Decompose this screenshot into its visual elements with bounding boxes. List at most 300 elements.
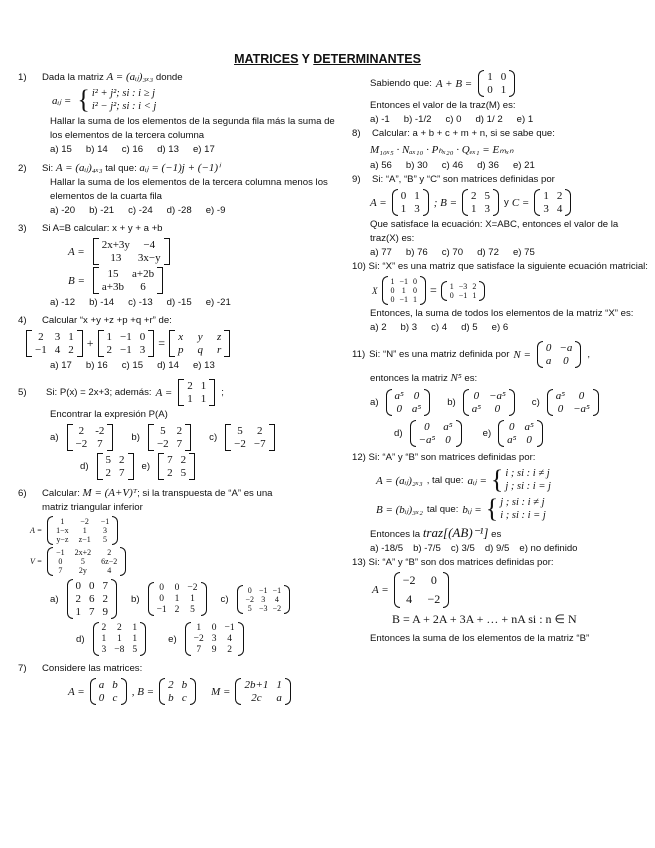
- q6-option-e-label: e): [168, 633, 177, 645]
- matrix-entry: 7: [176, 438, 183, 450]
- q2-def: A = (aᵢⱼ)₄ₓ₃: [55, 162, 103, 174]
- q3-b-label: B =: [68, 274, 85, 287]
- q2-option-e: e) -9: [205, 205, 226, 216]
- matrix-entry: −1: [399, 277, 409, 286]
- q10-equals: =: [430, 283, 437, 297]
- q4-equals: =: [158, 336, 165, 350]
- matrix-entry: 0: [75, 580, 82, 592]
- matrix-entry: 2x+2: [74, 548, 92, 557]
- matrix-entry: 1: [390, 277, 395, 286]
- question-7-continued: [352, 70, 648, 127]
- q7-number: 7): [18, 663, 27, 674]
- matrix-entry: 2y: [78, 566, 87, 575]
- q8-option-e: e) 21: [512, 160, 535, 171]
- q2-option-a: a) -20: [50, 205, 76, 216]
- question-12: [352, 451, 648, 556]
- q11-matrix-n: [537, 341, 581, 368]
- q7-matrix-a: [90, 678, 127, 705]
- matrix-entry: 3: [484, 203, 491, 215]
- q9-option-d: d) 72: [477, 247, 499, 258]
- matrix-entry: −8: [114, 645, 125, 655]
- matrix-entry: a⁵: [411, 403, 422, 415]
- q10-option-c: c) 4: [431, 322, 448, 333]
- matrix-entry: 2: [102, 593, 109, 605]
- q5-option-d-label: d): [80, 461, 89, 472]
- q5-number: 5): [18, 387, 27, 398]
- q4-option-c: c) 15: [121, 360, 144, 371]
- q12-a-tq: , tal que:: [426, 474, 464, 486]
- q8-number: 8): [352, 128, 361, 139]
- matrix-entry: 7: [102, 580, 109, 592]
- q11-intro: Si: “N” es una matriz definida por: [369, 349, 510, 360]
- matrix-entry: 1: [449, 281, 454, 291]
- q6-a-label: A =: [30, 526, 43, 535]
- q6-text1: ; si la transpuesta de “A” es una: [137, 488, 273, 499]
- matrix-entry: −2: [80, 517, 89, 526]
- matrix-entry: 1: [543, 190, 549, 202]
- q5-option-a-matrix: [67, 424, 114, 451]
- matrix-entry: 1: [400, 203, 407, 215]
- q9-options: [352, 246, 648, 260]
- matrix-entry: −2: [156, 438, 169, 450]
- question-1: [18, 70, 336, 157]
- q12-number: 12): [352, 452, 366, 463]
- matrix-entry: 1: [75, 606, 82, 618]
- q10-option-b: b) 3: [400, 322, 418, 333]
- piecewise-case: j ; si : i ≠ j: [500, 497, 545, 508]
- matrix-entry: a⁵: [443, 421, 453, 433]
- q11-option-d-label: d): [394, 428, 403, 439]
- q10-options: [352, 321, 648, 335]
- matrix-entry: 1: [413, 295, 418, 304]
- matrix-entry: 0: [413, 390, 420, 402]
- matrix-entry: 5: [237, 425, 243, 437]
- matrix-entry: 1: [101, 634, 107, 644]
- matrix-entry: −2: [245, 594, 255, 604]
- q3-matrix-a: [93, 238, 170, 265]
- q11-ask: entonces la matriz: [370, 373, 448, 384]
- matrix-entry: 1: [472, 290, 477, 300]
- q10-number: 10): [352, 261, 366, 272]
- q10-matrix-2: [441, 281, 486, 301]
- matrix-entry: 0: [390, 286, 395, 295]
- q1-option-d: d) 13: [157, 144, 179, 155]
- q2-option-d: d) -28: [166, 205, 192, 216]
- q4-matrix-2: [98, 330, 155, 357]
- matrix-entry: 0: [247, 585, 252, 595]
- q9-number: 9): [352, 174, 361, 185]
- matrix-entry: −1: [35, 344, 47, 356]
- q11-option-b-matrix: [463, 389, 515, 416]
- piecewise-case: j ; si : i = j: [505, 481, 551, 492]
- q11-option-a-label: a): [370, 397, 379, 408]
- matrix-entry: 3: [543, 203, 549, 215]
- q5-a-label: A =: [155, 386, 173, 399]
- q7-option-a: a) -1: [370, 114, 390, 125]
- matrix-entry: −2: [402, 573, 416, 587]
- q7-option-e: e) 1: [516, 114, 534, 125]
- matrix-entry: c: [181, 692, 187, 704]
- matrix-entry: 0: [526, 434, 532, 446]
- matrix-entry: 5: [484, 190, 491, 202]
- matrix-entry: 15: [107, 268, 119, 280]
- matrix-entry: 0: [413, 277, 418, 286]
- matrix-entry: −a⁵: [489, 390, 506, 402]
- matrix-entry: 6: [140, 281, 146, 293]
- matrix-entry: −2: [187, 583, 198, 593]
- matrix-entry: q: [197, 344, 203, 356]
- matrix-entry: 2b+1: [244, 679, 269, 691]
- matrix-entry: 7: [167, 454, 173, 466]
- q9-matrix-c: [534, 189, 571, 216]
- matrix-entry: 0: [578, 390, 585, 402]
- matrix-entry: −1: [100, 517, 110, 526]
- matrix-entry: 2: [75, 593, 82, 605]
- question-7: [18, 662, 336, 705]
- matrix-entry: 6: [89, 593, 95, 605]
- q12-b-piecewise: { j ; si : i ≠ j i ; si : i = j: [485, 494, 546, 523]
- q4-option-e: e) 13: [192, 360, 215, 371]
- q3-option-e: e) -21: [205, 297, 231, 308]
- matrix-entry: 5: [160, 425, 166, 437]
- q3-options: [18, 296, 336, 310]
- matrix-entry: 4: [54, 344, 61, 356]
- matrix-entry: 3: [102, 526, 107, 535]
- q11-option-e-label: e): [482, 428, 492, 439]
- matrix-entry: 0: [396, 403, 402, 415]
- q4-intro: Calcular “x +y +z +p +q +r” de:: [42, 315, 172, 326]
- piecewise-case: i ; si : i ≠ j: [505, 468, 550, 479]
- title-part1: MATRICES: [234, 52, 299, 66]
- q11-pow: N⁵: [450, 372, 462, 384]
- matrix-entry: 1: [174, 594, 180, 604]
- matrix-entry: −1: [56, 548, 65, 557]
- matrix-entry: 1: [60, 517, 65, 526]
- matrix-entry: 4: [406, 592, 413, 606]
- matrix-entry: 2: [168, 679, 174, 691]
- matrix-entry: −1: [272, 585, 282, 595]
- q10-text: Entonces, la suma de todos los elementos de la matriz “X” es:: [370, 308, 634, 319]
- q2-mid: tal que:: [105, 163, 137, 174]
- question-11: [352, 341, 648, 447]
- matrix-entry: 4: [556, 203, 563, 215]
- matrix-entry: 0: [159, 583, 164, 593]
- matrix-entry: 0: [159, 594, 164, 604]
- matrix-entry: −a: [559, 342, 573, 354]
- matrix-entry: 1: [68, 331, 74, 343]
- matrix-entry: 0: [390, 295, 395, 304]
- q9-intro: Si: “A”, “B” y “C” son matrices definidas por: [372, 174, 555, 185]
- question-13: [352, 556, 648, 646]
- q7-matrix-m: [235, 678, 290, 705]
- matrix-entry: −2: [193, 634, 204, 644]
- matrix-entry: −1: [458, 290, 468, 300]
- matrix-entry: 3: [54, 331, 61, 343]
- q6-option-d-label: d): [76, 633, 85, 645]
- q8-options: [352, 159, 648, 173]
- matrix-entry: 2: [180, 454, 187, 466]
- q7-option-b: b) -1/2: [403, 114, 432, 125]
- q9-c-label: C =: [511, 196, 530, 209]
- q8-expr: M₁₀ₓ₅ · Nₐₓ₁₀ · Pₕₓ₂₀ · Qₑₓ₁ = Eₘₓₙ: [370, 144, 514, 156]
- q7b-text: Sabiendo que:: [370, 78, 432, 89]
- matrix-entry: a: [98, 679, 105, 691]
- q11-n-label: N =: [513, 348, 531, 361]
- q12-b-def: B = (bᵢⱼ)₃ₓ₂: [376, 503, 423, 516]
- matrix-entry: 2: [119, 454, 125, 466]
- q6-option-d-matrix: [93, 622, 147, 656]
- matrix-entry: 1: [414, 190, 420, 202]
- q1-case1: i² + j²; si : i ≥ j: [91, 88, 156, 99]
- matrix-entry: −1: [120, 331, 132, 343]
- matrix-entry: 0: [500, 71, 507, 83]
- matrix-entry: 0: [445, 434, 451, 446]
- q1-intro: Dada la matriz: [42, 72, 104, 83]
- q11-option-a-matrix: [386, 389, 431, 416]
- title-part2: DETERMINANTES: [313, 52, 421, 66]
- matrix-entry: 9: [102, 606, 109, 618]
- q8-option-a: a) 56: [370, 160, 392, 171]
- matrix-entry: y: [197, 331, 203, 343]
- matrix-entry: −a⁵: [418, 434, 436, 446]
- matrix-entry: 7: [196, 645, 202, 655]
- q6-v-label: V =: [30, 557, 43, 566]
- q12-ask2: es: [491, 529, 502, 540]
- matrix-entry: −2: [75, 438, 88, 450]
- q5-option-d-matrix: [97, 453, 134, 480]
- matrix-entry: b: [168, 692, 174, 704]
- q3-option-b: b) -14: [89, 297, 115, 308]
- matrix-entry: 3: [211, 634, 217, 644]
- q3-matrix-b: [93, 267, 163, 294]
- q9-matrix-b: [462, 189, 499, 216]
- matrix-entry: -2: [95, 425, 105, 437]
- matrix-entry: 2: [107, 548, 112, 557]
- q7-option-d: d) 1/ 2: [475, 114, 503, 125]
- q11-option-e-matrix: [498, 420, 543, 447]
- q9-a-label: A =: [370, 196, 387, 209]
- matrix-entry: −1: [120, 344, 132, 356]
- matrix-entry: 3: [139, 344, 146, 356]
- q12-a-def: A = (aᵢⱼ)₂ₓ₃: [376, 474, 423, 487]
- q12-option-d: d) 9/5: [484, 543, 510, 554]
- q10-intro: Si: “X” es una matriz que satisface la siguiente ecuación matricial:: [368, 261, 648, 272]
- matrix-entry: −1: [156, 605, 167, 615]
- matrix-entry: 7: [119, 467, 125, 479]
- matrix-entry: 0: [424, 421, 430, 433]
- matrix-entry: −3: [458, 281, 468, 291]
- q1-lhs: aᵢⱼ =: [52, 94, 72, 107]
- matrix-entry: a⁵: [524, 421, 534, 433]
- matrix-entry: 0: [494, 403, 501, 415]
- q1-piecewise: { i² + j²; si : i ≥ j i² − j²; si : i < j: [77, 85, 157, 114]
- matrix-entry: a+2b: [132, 268, 155, 280]
- matrix-entry: 5: [190, 605, 195, 615]
- q8-intro: Calcular: a + b + c + m + n, si se sabe que:: [372, 128, 555, 139]
- q6-number: 6): [18, 488, 27, 499]
- matrix-entry: r: [217, 344, 222, 356]
- matrix-entry: a+3b: [101, 281, 124, 293]
- matrix-entry: 2: [68, 344, 74, 356]
- question-10: [352, 260, 648, 335]
- q1-def: A = (aᵢⱼ)₃ₓ₃: [106, 71, 154, 83]
- matrix-entry: 2: [471, 190, 477, 202]
- matrix-entry: a⁵: [394, 390, 404, 402]
- q4-matrix-3: [169, 330, 230, 357]
- q4-option-a: a) 17: [50, 360, 72, 371]
- matrix-entry: a⁵: [507, 434, 517, 446]
- q12-option-b: b) -7/5: [413, 543, 441, 554]
- matrix-entry: 0: [509, 421, 515, 433]
- matrix-entry: 2: [106, 344, 112, 356]
- q2-intro: Si:: [42, 163, 54, 174]
- matrix-entry: −1: [399, 295, 409, 304]
- q3-option-c: c) -13: [128, 297, 153, 308]
- q5-semicolon: ;: [221, 387, 224, 398]
- q9-y: y: [504, 197, 509, 208]
- matrix-entry: 4: [107, 566, 112, 575]
- matrix-entry: y−z: [56, 535, 69, 544]
- question-3: [18, 222, 336, 310]
- question-9: [352, 173, 648, 260]
- matrix-entry: 2: [78, 425, 85, 437]
- question-2: [18, 161, 336, 218]
- q1-option-c: c) 16: [121, 144, 144, 155]
- matrix-entry: 1: [190, 594, 195, 604]
- matrix-entry: 2: [257, 425, 263, 437]
- q13-number: 13): [352, 557, 366, 568]
- matrix-entry: 2x+3y: [101, 239, 130, 251]
- q5-text: Encontrar la expresión P(A): [50, 409, 168, 420]
- q11-option-b-label: b): [447, 397, 456, 408]
- matrix-entry: 0: [98, 692, 105, 704]
- matrix-entry: 1: [196, 623, 202, 633]
- matrix-entry: 9: [211, 645, 217, 655]
- q7-option-c: c) 0: [445, 114, 462, 125]
- q6-matrix-a: [47, 516, 118, 545]
- matrix-entry: 0: [139, 331, 146, 343]
- matrix-entry: 2: [556, 190, 563, 202]
- q5-matrix-a: [178, 379, 215, 406]
- q6-text2: matriz triangular inferior: [42, 502, 143, 513]
- q12-a-lhs: aᵢⱼ =: [467, 474, 487, 487]
- matrix-entry: 0: [473, 390, 480, 402]
- q8-option-d: d) 36: [477, 160, 499, 171]
- matrix-entry: a⁵: [555, 390, 566, 402]
- q4-options: [18, 359, 336, 373]
- matrix-entry: 6z−2: [101, 557, 118, 566]
- q7-a-label: A =: [68, 685, 85, 698]
- matrix-entry: 0: [563, 355, 569, 367]
- matrix-entry: 1: [401, 286, 406, 295]
- matrix-entry: −4: [143, 239, 156, 251]
- q6-expr: M = (A+V)ᵀ: [82, 487, 138, 499]
- question-8: [352, 127, 648, 173]
- matrix-entry: 1: [471, 203, 477, 215]
- q11-ask2: es:: [464, 373, 478, 384]
- q10-option-d: d) 5: [461, 322, 478, 333]
- matrix-entry: 5: [247, 603, 252, 613]
- q7-intro: Considere las matrices:: [42, 663, 143, 674]
- matrix-entry: 0: [174, 583, 180, 593]
- matrix-entry: 3: [101, 645, 107, 655]
- q5-option-a-label: a): [50, 432, 59, 443]
- matrix-entry: 0: [58, 557, 63, 566]
- q9-b-label: ; B =: [433, 196, 458, 209]
- q1-option-a: a) 15: [50, 144, 72, 155]
- q6-option-a-label: a): [50, 593, 59, 605]
- left-column: [18, 70, 336, 705]
- matrix-entry: 1: [187, 393, 193, 405]
- q3-a-label: A =: [68, 245, 85, 258]
- q5-option-c-matrix: [225, 424, 274, 451]
- q10-x-label: X: [372, 285, 378, 296]
- matrix-entry: 2: [174, 605, 180, 615]
- matrix-entry: −1: [224, 623, 235, 633]
- q5-option-e-matrix: [158, 453, 195, 480]
- q7-matrix-b: [159, 678, 196, 705]
- q13-text: Entonces la suma de los elementos de la matriz “B”: [370, 633, 590, 644]
- q4-option-d: d) 14: [157, 360, 179, 371]
- q13-intro: Si: “A” y “B” son dos matrices definidas por:: [368, 557, 554, 568]
- matrix-entry: 2: [105, 467, 112, 479]
- matrix-entry: −2: [427, 592, 441, 606]
- matrix-entry: −3: [259, 603, 268, 613]
- q8-option-b: b) 30: [405, 160, 428, 171]
- q9-text: Que satisface la ecuación: X=ABC, entonces el valor de la traz(X) es:: [370, 219, 619, 244]
- q12-b-lhs: bᵢⱼ =: [462, 503, 482, 516]
- matrix-entry: 2: [38, 331, 44, 343]
- q13-a-label: A =: [372, 584, 389, 596]
- q5-option-c-label: c): [209, 432, 218, 443]
- matrix-entry: 1: [487, 71, 493, 83]
- piecewise-case: i ; si : i = j: [500, 510, 546, 521]
- matrix-entry: 2: [187, 380, 193, 392]
- q10-option-a: a) 2: [370, 322, 387, 333]
- matrix-entry: 1: [106, 331, 112, 343]
- q2-text: Hallar la suma de los elementos de la tercera columna menos los elementos de la cuarta fila: [50, 177, 328, 202]
- matrix-entry: 7: [97, 438, 103, 450]
- q7b-expr: A + B =: [435, 77, 473, 90]
- matrix-entry: a⁵: [471, 403, 482, 415]
- matrix-entry: b: [112, 679, 118, 691]
- q1-option-b: b) 14: [85, 144, 108, 155]
- matrix-entry: a: [276, 692, 282, 704]
- q11-option-c-matrix: [547, 389, 599, 416]
- q2-rule: aᵢⱼ = (−1)j + (−1)ⁱ: [139, 162, 220, 174]
- q5-option-e-label: e): [141, 461, 151, 472]
- matrix-entry: 5: [102, 535, 107, 544]
- page-title: [0, 52, 655, 66]
- q6-option-b-label: b): [131, 593, 140, 605]
- matrix-entry: 1: [132, 634, 138, 644]
- q6-option-e-matrix: [185, 622, 244, 656]
- q11-comma: ,: [587, 349, 591, 360]
- q6-option-a-matrix: [67, 579, 118, 619]
- question-4: [18, 314, 336, 373]
- q7-m-label: M =: [211, 685, 231, 698]
- matrix-entry: −2: [272, 603, 282, 613]
- q12-option-c: c) 3/5: [450, 543, 475, 554]
- matrix-entry: 1: [132, 623, 138, 633]
- matrix-entry: 0: [413, 286, 418, 295]
- q7-options: [352, 113, 648, 127]
- matrix-entry: 0: [211, 623, 217, 633]
- q6-option-b-matrix: [148, 582, 207, 616]
- matrix-entry: 2: [116, 623, 122, 633]
- q2-option-b: b) -21: [89, 205, 115, 216]
- matrix-entry: z−1: [78, 535, 91, 544]
